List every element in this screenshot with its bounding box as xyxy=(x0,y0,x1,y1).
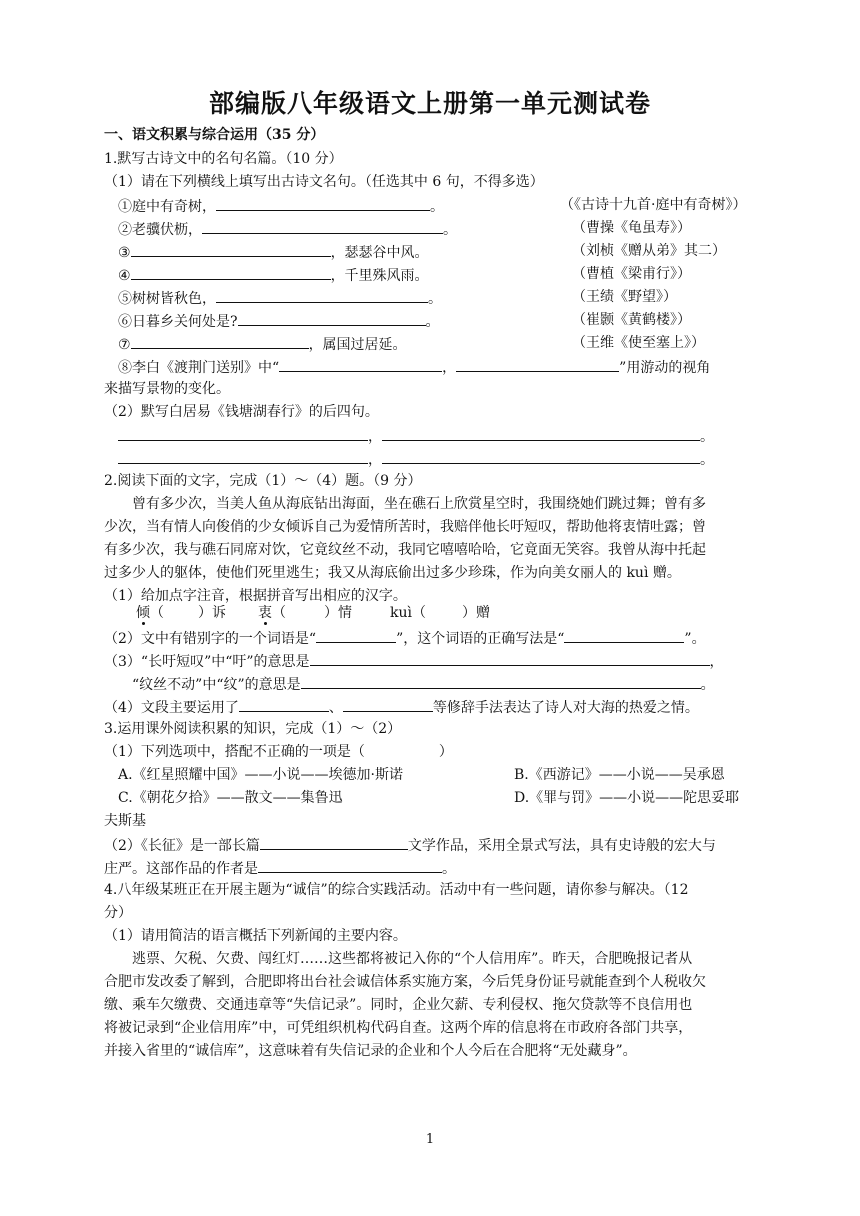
q1-source-7: （王维《使至塞上》） xyxy=(572,335,705,351)
q2-paragraph-line: 过多少人的躯体，使他们死里逃生；我又从海底偷出过多少珍珠，作为向美女丽人的 kuì 赠。 xyxy=(104,565,681,581)
q2-part1: （1）给加点字注音，根据拼音写出相应的汉字。 xyxy=(104,588,407,604)
answer-blank[interactable] xyxy=(564,628,684,643)
q4-paragraph-line: 合肥市发改委了解到，合肥即将出台社会诚信体系实施方案，今后凭身份证号就能查到个人税收欠 xyxy=(104,974,706,990)
q1-part1-intro: （1）请在下列横线上填写出古诗文名句。（任选其中 6 句，不得多选） xyxy=(104,174,544,190)
q3-part2: （2）《长征》是一部长篇 文学作品，采用全景式写法，具有史诗般的宏大与 xyxy=(104,835,716,855)
q1-part2: （2）默写白居易《钱塘湖春行》的后四句。 xyxy=(104,404,379,420)
option-d-cont: 夫斯基 xyxy=(104,813,146,829)
q4-stem-cont: 分） xyxy=(104,905,132,921)
q2-part2: （2）文中有错别字的一个词语是“ ”，这个词语的正确写法是“ ”。 xyxy=(104,628,706,648)
q1-line-4: ④ ，千里殊风雨。 xyxy=(118,265,429,285)
q2-part3b: “纹丝不动”中“纹”的意思是 。 xyxy=(132,674,715,694)
answer-blank[interactable] xyxy=(260,835,408,850)
page-title: 部编版八年级语文上册第一单元测试卷 xyxy=(208,89,651,118)
pinyin: kuì xyxy=(390,605,412,621)
q1-source-5: （王绩《野望》） xyxy=(572,289,677,305)
option-c[interactable]: C.《朝花夕拾》——散文——集鲁迅 xyxy=(118,790,343,806)
q1-line-1: ①庭中有奇树， 。 xyxy=(118,196,444,216)
q1-stem: 1.默写古诗文中的名句名篇。（10 分） xyxy=(104,151,343,167)
answer-blank[interactable] xyxy=(216,288,428,303)
answer-blank[interactable] xyxy=(131,242,331,257)
option-b[interactable]: B.《西游记》——小说——吴承恩 xyxy=(514,767,725,783)
option-d[interactable]: D.《罪与罚》——小说——陀思妥耶 xyxy=(514,790,740,806)
q1-line-7: ⑦ ，属国过居延。 xyxy=(118,334,407,354)
answer-blank[interactable] xyxy=(310,651,710,666)
answer-blank[interactable] xyxy=(343,697,433,712)
q1-part2-blanks-1: ， 。 xyxy=(118,426,714,446)
answer-blank[interactable] xyxy=(382,426,700,441)
q1-source-3: （刘桢《赠从弟》其二） xyxy=(572,243,726,259)
q4-paragraph-line: 并接入省里的“诚信库”，这意味着有失信记录的企业和个人今后在合肥将“无处藏身”。 xyxy=(104,1043,637,1059)
q1-line-8-cont: 来描写景物的变化。 xyxy=(104,381,230,397)
q1-line-6: ⑥日暮乡关何处是? 。 xyxy=(118,311,440,331)
answer-blank[interactable] xyxy=(238,311,426,326)
option-a[interactable]: A.《红星照耀中国》——小说——埃德加·斯诺 xyxy=(118,767,404,783)
q2-stem: 2.阅读下面的文字，完成（1）～（4）题。（9 分） xyxy=(104,473,422,489)
answer-blank[interactable] xyxy=(118,449,368,464)
q1-line-8: ⑧李白《渡荆门送别》中“ ， ”用游动的视角 xyxy=(118,357,710,377)
answer-blank[interactable] xyxy=(202,219,443,234)
q2-part3: （3）“长吁短叹”中“吁”的意思是 ， xyxy=(104,651,724,671)
q4-paragraph-line: 逃票、欠税、欠费、闯红灯……这些都将被记入你的“个人信用库”。昨天，合肥晚报记者从 xyxy=(132,951,693,967)
answer-blank[interactable] xyxy=(131,334,309,349)
q3-stem: 3.运用课外阅读积累的知识，完成（1）～（2） xyxy=(104,721,402,737)
q4-paragraph-line: 将被记录到“企业信用库”中，可凭组织机构代码自查。这两个库的信息将在市政府各部门共享， xyxy=(104,1020,693,1036)
answer-blank[interactable] xyxy=(456,357,619,372)
answer-blank[interactable] xyxy=(279,357,442,372)
answer-blank[interactable] xyxy=(118,426,368,441)
q3-part2-cont: 庄严。这部作品的作者是 。 xyxy=(104,858,456,878)
answer-blank[interactable] xyxy=(316,628,396,643)
answer-blank[interactable] xyxy=(382,449,700,464)
answer-blank[interactable] xyxy=(258,858,442,873)
answer-blank[interactable] xyxy=(301,674,701,689)
q1-line-5: ⑤树树皆秋色， 。 xyxy=(118,288,442,308)
q1-source-2: （曹操《龟虽寿》） xyxy=(572,220,691,236)
page-number: 1 xyxy=(425,1132,435,1147)
section-heading: 一、语文积累与综合运用（35 分） xyxy=(104,127,325,143)
q4-stem: 4.八年级某班正在开展主题为“诚信”的综合实践活动。活动中有一些问题，请你参与解决。（12 xyxy=(104,882,689,898)
dotted-char: 倾 xyxy=(136,605,150,621)
answer-blank[interactable] xyxy=(216,196,430,211)
q1-part2-blanks-2: ， 。 xyxy=(118,449,714,469)
q2-paragraph-line: 有多少次，我与礁石同席对饮，它竟纹丝不动，我同它嘻嘻哈哈，它竟面无笑容。我曾从海中托起 xyxy=(104,542,706,558)
answer-blank[interactable] xyxy=(131,265,331,280)
q1-source-1: （《古诗十九首·庭中有奇树》） xyxy=(560,197,747,213)
q2-part4: （4）文段主要运用了 、 等修辞手法表达了诗人对大海的热爱之情。 xyxy=(104,697,699,717)
q2-part1-items: 倾（ ）诉 衷（ ）情 kuì（ ）赠 xyxy=(136,605,490,621)
dotted-char: 衷 xyxy=(258,605,272,621)
answer-blank[interactable] xyxy=(239,697,329,712)
q3-part1: （1）下列选项中，搭配不正确的一项是（ ） xyxy=(104,744,453,760)
q1-source-4: （曹植《梁甫行》） xyxy=(572,266,691,282)
q2-paragraph-line: 曾有多少次，当美人鱼从海底钻出海面，坐在礁石上欣赏星空时，我围绕她们跳过舞；曾有多 xyxy=(132,496,706,512)
q1-source-6: （崔颢《黄鹤楼》） xyxy=(572,312,691,328)
q1-line-3: ③ ，瑟瑟谷中风。 xyxy=(118,242,429,262)
q2-paragraph-line: 少次，当有情人向俊俏的少女倾诉自己为爱情所苦时，我赔伴他长吁短叹，帮助他将衷情吐露；曾 xyxy=(104,519,706,535)
q4-part1: （1）请用简洁的语言概括下列新闻的主要内容。 xyxy=(104,928,407,944)
q1-line-2: ②老骥伏枥， 。 xyxy=(118,219,457,239)
q4-paragraph-line: 缴、乘车欠缴费、交通违章等“失信记录”。同时，企业欠薪、专利侵权、拖欠贷款等不良信用也 xyxy=(104,997,693,1013)
